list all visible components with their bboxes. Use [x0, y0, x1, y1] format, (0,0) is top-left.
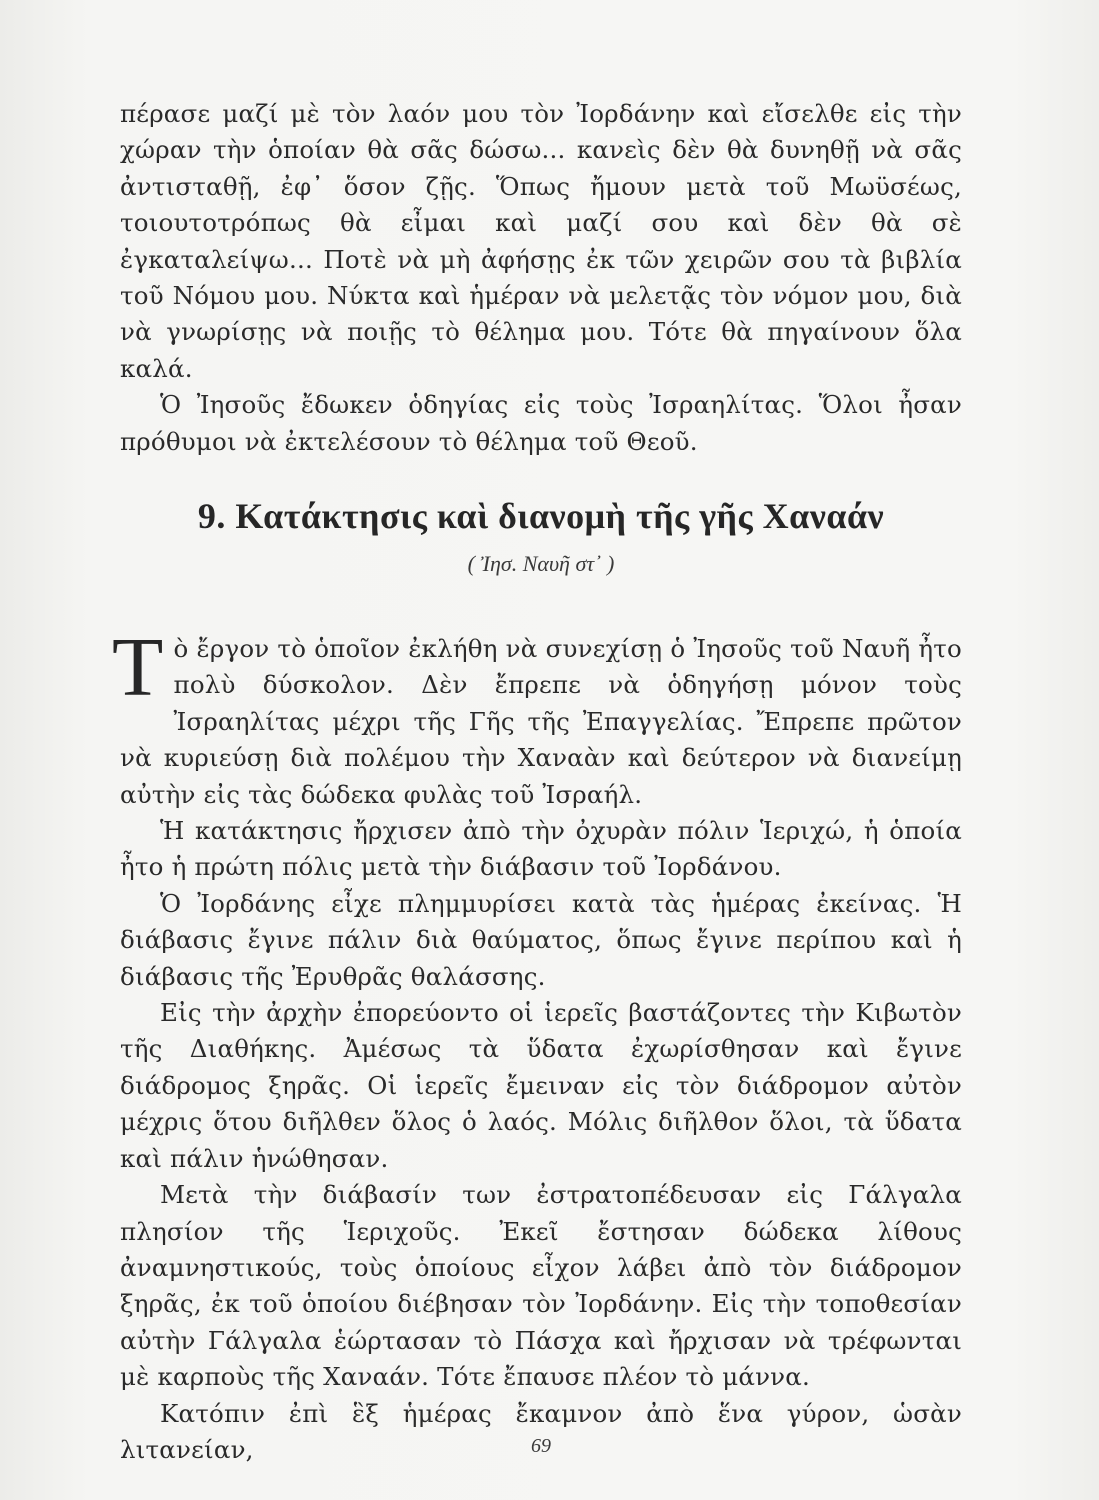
paragraph: Μετὰ τὴν διάβασίν των ἐστρατοπέδευσαν εἰς Γάλγαλα πλησίον τῆς Ἱεριχοῦς. Ἐκεῖ ἔστησαν δώδεκα λίθους ἀναμνηστικούς, τοὺς ὁποίους εἶχον λάβει ἀπὸ τὸν διάδρομον ξηρᾶς, ἐκ τοῦ ὁποίου διέβησαν τὸν Ἰορδάνην. Εἰς τὴν τοποθεσίαν αὐτὴν Γάλγαλα ἑώρτασαν τὸ Πάσχα καὶ ἤρχισαν νὰ τρέφωνται μὲ καρποὺς τῆς Χαναάν. Τότε ἔπαυσε πλέον τὸ μάννα. — [120, 1180, 962, 1392]
paragraph: Εἰς τὴν ἀρχὴν ἐπορεύοντο οἱ ἱερεῖς βαστάζοντες τὴν Κιβωτὸν τῆς Διαθήκης. Ἀμέσως τὰ ὕδατα ἐχωρίσθησαν καὶ ἔγινε διάδρομος ξηρᾶς. Οἱ ἱερεῖς ἔμειναν εἰς τὸν διάδρομον αὐτὸν μέχρις ὅτου διῆλθεν ὅλος ὁ λαός. Μόλις διῆλθον ὅλοι, τὰ ὕδατα καὶ πάλιν ἡνώθησαν. — [120, 998, 962, 1173]
paragraph: Ὁ Ἰορδάνης εἶχε πλημμυρίσει κατὰ τὰς ἡμέρας ἐκείνας. Ἡ διάβασις ἔγινε πάλιν διὰ θαύματος, ὅπως ἔγινε περίπου καὶ ἡ διάβασις τῆς Ἐρυθρᾶς θαλάσσης. — [120, 888, 962, 991]
drop-cap-letter: Τ — [112, 621, 164, 714]
section-title: 9. Κατάκτησις καὶ διανομὴ τῆς γῆς Χαναάν — [197, 496, 885, 536]
paragraph: Κατόπιν ἐπὶ ἓξ ἡμέρας ἔκαμνον ἀπὸ ἕνα γύρον, ὡσὰν λιτανείαν, — [120, 1398, 962, 1464]
section-reference: ( Ἰησ. Ναυῆ στ᾿ ) — [467, 551, 615, 576]
main-text-block — [112, 621, 962, 1468]
paragraph-with-dropcap — [112, 621, 962, 813]
paragraph: Ὁ Ἰησοῦς ἔδωκεν ὁδηγίας εἰς τοὺς Ἰσραηλίτας. Ὅλοι ἦσαν πρόθυμοι νὰ ἐκτελέσουν τὸ θέλημα τοῦ Θεοῦ. — [120, 390, 962, 456]
top-text-block — [120, 96, 962, 460]
paragraph: Ἡ κατάκτησις ἤρχισεν ἀπὸ τὴν ὀχυρὰν πόλιν Ἱεριχώ, ἡ ὁποία ἦτο ἡ πρώτη πόλις μετὰ τὴν διάβασιν τοῦ Ἰορδάνου. — [120, 816, 962, 882]
page-number: 69 — [531, 1435, 551, 1457]
paragraph-continued: πέρασε μαζί μὲ τὸν λαόν μου τὸν Ἰορδάνην καὶ εἴσελθε εἰς τὴν χώραν τὴν ὁποίαν θὰ σᾶς δώσω... κανεὶς δὲν θὰ δυνηθῇ νὰ σᾶς ἀντισταθῇ, ἐφ᾿ ὅσον ζῇς. Ὅπως ἤμουν μετὰ τοῦ Μωϋσέως, τοιουτοτρόπως θὰ εἶμαι καὶ μαζί σου καὶ δὲν θὰ σὲ ἐγκαταλείψω... Ποτὲ νὰ μὴ ἀφήσῃς ἐκ τῶν χειρῶν σου τὰ βιβλία τοῦ Νόμου μου. Νύκτα καὶ ἡμέραν νὰ μελετᾷς τὸν νόμον μου, διὰ νὰ γνωρίσῃς νὰ ποιῇς τὸ θέλημα μου. Τότε θὰ πηγαίνουν ὅλα καλά. — [120, 99, 962, 383]
paragraph-text: ὸ ἔργον τὸ ὁποῖον ἐκλήθη νὰ συνεχίσῃ ὁ Ἰησοῦς τοῦ Ναυῆ ἦτο πολὺ δύσκολον. Δὲν ἔπρεπε νὰ ὁδηγήσῃ μόνον τοὺς Ἰσραηλίτας μέχρι τῆς Γῆς τῆς Ἐπαγγελίας. Ἔπρεπε πρῶτον νὰ κυριεύσῃ διὰ πολέμου τὴν Χαναὰν καὶ δεύτερον νὰ διανείμῃ αὐτὴν εἰς τὰς δώδεκα φυλὰς τοῦ Ἰσραήλ. — [120, 634, 962, 809]
